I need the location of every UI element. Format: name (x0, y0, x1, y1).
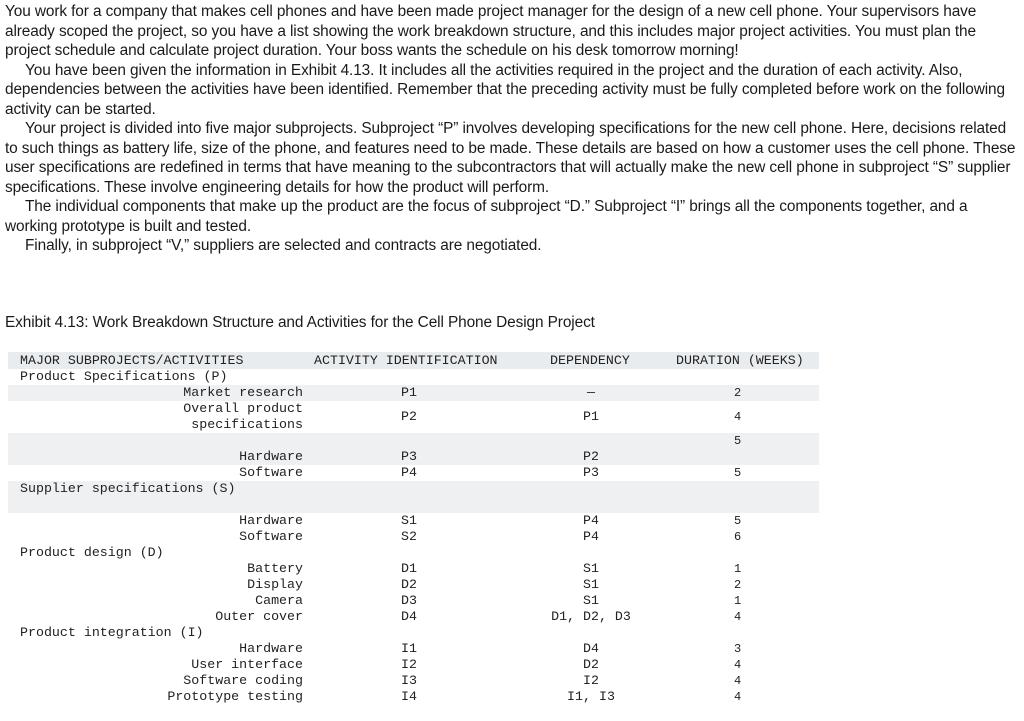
activity-name: Camera (255, 593, 303, 608)
activity-name: Software (239, 529, 303, 544)
activity-dependency: P3 (583, 465, 599, 480)
activity-id: I3 (401, 673, 417, 688)
activity-name: Market research (183, 385, 303, 400)
activity-dependency: D2 (583, 657, 599, 672)
header-activities: MAJOR SUBPROJECTS/ACTIVITIES (20, 353, 244, 368)
intro-paragraph-1: You work for a company that makes cell phones and have been made project manager for the design of a new cell phone. Your supervisors have already scoped the project, so you have a list showing the work breakdown structure, and this includes major project activities. You must plan the project schedule and calculate project duration. Your boss wants the schedule on his desk tomorrow morning! (5, 3, 977, 59)
activity-dependency: I2 (583, 673, 599, 688)
activity-id: S2 (401, 529, 417, 544)
activity-id: D2 (401, 577, 417, 592)
header-identification: ACTIVITY IDENTIFICATION (314, 353, 498, 368)
activity-name: Display (247, 577, 303, 592)
intro-paragraph-5: Finally, in subproject “V,” suppliers are selected and contracts are negotiated. (25, 237, 542, 254)
activity-duration: 5 (734, 514, 742, 528)
activity-dependency: D1, D2, D3 (551, 609, 631, 624)
activity-name: Software coding (183, 673, 303, 688)
table-row (8, 465, 819, 481)
activity-name: Hardware (239, 449, 303, 464)
activity-dependency: S1 (583, 561, 599, 576)
activity-id: D4 (401, 609, 417, 624)
table-row (8, 561, 819, 577)
intro-text (5, 2, 1021, 256)
group-label: Product design (D) (20, 545, 164, 560)
activity-id: I2 (401, 657, 417, 672)
activity-name: Hardware (239, 641, 303, 656)
activity-duration: 1 (734, 562, 742, 576)
activity-duration: 5 (734, 434, 742, 448)
activity-duration: 3 (734, 642, 742, 656)
activity-duration: 1 (734, 594, 742, 608)
activity-duration: 4 (734, 690, 742, 704)
intro-paragraph-2: You have been given the information in Exhibit 4.13. It includes all the activities required in the project and the duration of each activity. Also, dependencies between the activities have been identified. Remember that the preceding activity must be fully completed before work on the following activity can be started. (5, 61, 1005, 118)
group-row-d (8, 545, 819, 561)
activity-duration: 4 (734, 610, 742, 624)
activity-name: Battery (247, 561, 303, 576)
table-row (8, 433, 819, 465)
activity-duration: 4 (734, 674, 742, 688)
table-row (8, 673, 819, 689)
activity-name: Prototype testing (167, 689, 303, 704)
activity-dependency: P1 (583, 409, 599, 424)
group-row-p (8, 369, 819, 385)
activity-duration: 4 (734, 658, 742, 672)
activity-dependency: D4 (583, 641, 599, 656)
activity-duration: 2 (734, 578, 742, 592)
activity-id: P1 (401, 385, 417, 400)
activity-id: D3 (401, 593, 417, 608)
group-row-i (8, 625, 819, 641)
activity-id: P4 (401, 465, 417, 480)
activity-duration: 2 (734, 386, 742, 400)
activity-id: I4 (401, 689, 417, 704)
activity-name: Overall product specifications (183, 401, 303, 432)
table-row (8, 593, 819, 609)
table-row (8, 609, 819, 625)
group-label: Supplier specifications (S) (20, 481, 236, 496)
activity-id: D1 (401, 561, 417, 576)
activity-name: Outer cover (215, 609, 303, 624)
table-row (8, 577, 819, 593)
table-row (8, 657, 819, 673)
activity-id: I1 (401, 641, 417, 656)
activity-id: P2 (401, 409, 417, 424)
group-label: Product Specifications (P) (20, 369, 228, 384)
activity-name: Hardware (239, 513, 303, 528)
intro-paragraph-4: The individual components that make up the product are the focus of subproject “D.” Subproject “I” brings all the components together, and a working prototype is built and tested. (5, 198, 968, 235)
exhibit-caption: Exhibit 4.13: Work Breakdown Structure and Activities for the Cell Phone Design Project (5, 314, 595, 331)
table-row (8, 641, 819, 657)
activity-dependency: S1 (583, 593, 599, 608)
activity-duration: 5 (734, 466, 742, 480)
header-dependency: DEPENDENCY (550, 353, 630, 368)
table-row (8, 689, 819, 705)
wbs-table (8, 352, 819, 705)
table-row (8, 385, 819, 401)
header-duration: DURATION (WEEKS) (676, 353, 804, 368)
group-row-s (8, 481, 819, 513)
activity-dependency: I1, I3 (567, 689, 615, 704)
activity-dependency: — (587, 385, 595, 400)
activity-name: Software (239, 465, 303, 480)
activity-name: User interface (191, 657, 303, 672)
intro-paragraph-3: Your project is divided into five major subprojects. Subproject “P” involves developing specifications for the new cell phone. Here, decisions related to such things as battery life, size of the phone, and features need to be made. These details are based on how a customer uses the cell phone. These user specifications are redefined in terms that have meaning to the subcontractors that will actually make the new cell phone in subproject “S” supplier specifications. These involve engineering details for how the product will perform. (5, 120, 1016, 196)
activity-duration: 4 (734, 410, 742, 424)
table-row (8, 513, 819, 529)
table-row (8, 401, 819, 433)
activity-dependency: P2 (583, 449, 599, 464)
table-row (8, 529, 819, 545)
activity-dependency: P4 (583, 529, 599, 544)
activity-id: P3 (401, 449, 417, 464)
group-label: Product integration (I) (20, 625, 204, 640)
table-header-row (8, 352, 819, 369)
activity-id: S1 (401, 513, 417, 528)
activity-duration: 6 (734, 530, 742, 544)
activity-dependency: S1 (583, 577, 599, 592)
activity-dependency: P4 (583, 513, 599, 528)
